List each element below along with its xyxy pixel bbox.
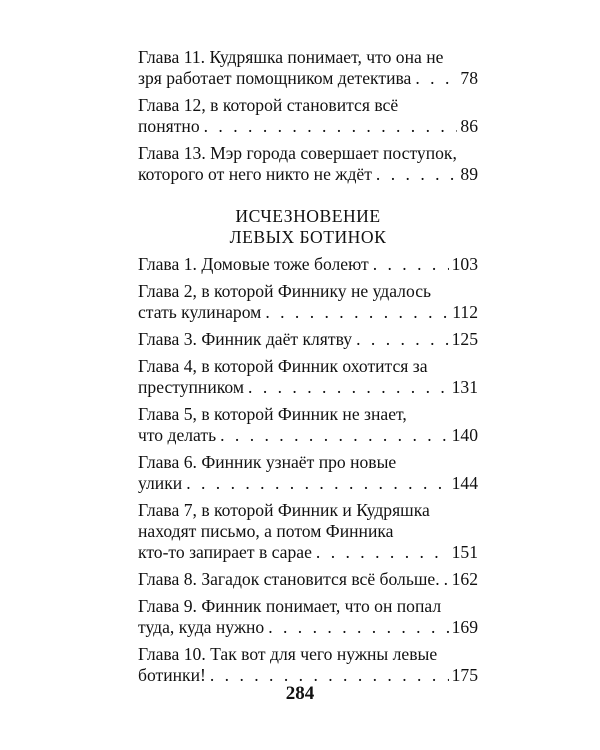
- toc-entry-line: Глава 9. Финник понимает, что он попал: [138, 596, 442, 616]
- toc-page-number: 112: [452, 302, 478, 322]
- toc-entry-line: Глава 5, в которой Финник не знает,: [138, 404, 407, 424]
- toc-page-number: 162: [451, 569, 478, 589]
- section-heading-line: ЛЕВЫХ БОТИНОК: [229, 227, 387, 247]
- toc-entry-chapter-8: [138, 569, 478, 590]
- dot-leader: [316, 542, 449, 563]
- dot-leader: [186, 473, 448, 494]
- toc-entry-line: преступником: [138, 377, 245, 397]
- toc-entry-line: понятно: [138, 116, 200, 136]
- toc-entry-line: Глава 12, в которой становится всё: [138, 95, 399, 115]
- dot-leader: [248, 377, 449, 398]
- toc-entry-line: Глава 6. Финник узнаёт про новые: [138, 452, 397, 472]
- toc-entry-line: Глава 10. Так вот для чего нужны левые: [138, 644, 438, 664]
- toc-entry-line: Глава 4, в которой Финник охотится за: [138, 356, 428, 376]
- toc-entry-chapter-12: [138, 95, 478, 137]
- toc-entry-chapter-13: [138, 143, 478, 185]
- toc-entry-line: зря работает помощником детектива: [138, 68, 412, 88]
- dot-leader: [373, 254, 449, 275]
- toc-entry-chapter-1: [138, 254, 478, 275]
- toc-page-number: 151: [451, 542, 478, 562]
- dot-leader: [444, 569, 449, 590]
- section-heading: [138, 206, 478, 248]
- toc-entry-line: Глава 8. Загадок становится всё больше.: [138, 569, 440, 589]
- dot-leader: [268, 617, 448, 638]
- toc-entry-line: Глава 11. Кудряшка понимает, что она не: [138, 47, 444, 67]
- toc-entry-line: стать кулинаром: [138, 302, 262, 322]
- toc-entry-line: Глава 1. Домовые тоже болеют: [138, 254, 369, 274]
- toc-entry-line: Глава 3. Финник даёт клятву: [138, 329, 353, 349]
- toc-page-number: 131: [451, 377, 478, 397]
- toc-entry-chapter-4: [138, 356, 478, 398]
- toc-entry-chapter-3: [138, 329, 478, 350]
- toc-section-left-boots: [138, 254, 478, 692]
- toc-entry-chapter-10: [138, 644, 478, 686]
- toc-page-number: 125: [451, 329, 478, 349]
- toc-entry-chapter-9: [138, 596, 478, 638]
- toc-entry-chapter-5: [138, 404, 478, 446]
- toc-entry-line: Глава 13. Мэр города совершает поступок,: [138, 143, 457, 163]
- dot-leader: [376, 164, 457, 185]
- page-number: 284: [285, 683, 315, 704]
- toc-entry-line: находят письмо, а потом Финника: [138, 521, 394, 541]
- dot-leader: [265, 302, 449, 323]
- dot-leader: [204, 116, 458, 137]
- toc-entry-chapter-6: [138, 452, 478, 494]
- toc-entry-line: Глава 7, в которой Финник и Кудряшка: [138, 500, 430, 520]
- toc-page-number: 78: [460, 68, 478, 88]
- toc-entry-line: Глава 2, в которой Финнику не удалось: [138, 281, 432, 301]
- toc-entry-line: улики: [138, 473, 183, 493]
- toc-entry-line: которого от него никто не ждёт: [138, 164, 372, 184]
- toc-section-previous: [138, 47, 478, 191]
- toc-page-number: 103: [451, 254, 478, 274]
- toc-entry-chapter-2: [138, 281, 478, 323]
- toc-page-number: 175: [451, 665, 478, 685]
- dot-leader: [356, 329, 449, 350]
- toc-entry-line: кто-то запирает в сарае: [138, 542, 312, 562]
- toc-entry-chapter-7: [138, 500, 478, 563]
- toc-page-number: 140: [451, 425, 478, 445]
- toc-entry-line: что делать: [138, 425, 217, 445]
- toc-entry-chapter-11: [138, 47, 478, 89]
- toc-page-number: 86: [460, 116, 478, 136]
- section-heading-line: ИСЧЕЗНОВЕНИЕ: [235, 206, 381, 226]
- dot-leader: [220, 425, 449, 446]
- toc-page-number: 144: [451, 473, 478, 493]
- toc-entry-line: туда, куда нужно: [138, 617, 265, 637]
- toc-entry-line: ботинки!: [138, 665, 206, 685]
- toc-page-number: 89: [460, 164, 478, 184]
- toc-page-number: 169: [451, 617, 478, 637]
- dot-leader: [415, 68, 457, 89]
